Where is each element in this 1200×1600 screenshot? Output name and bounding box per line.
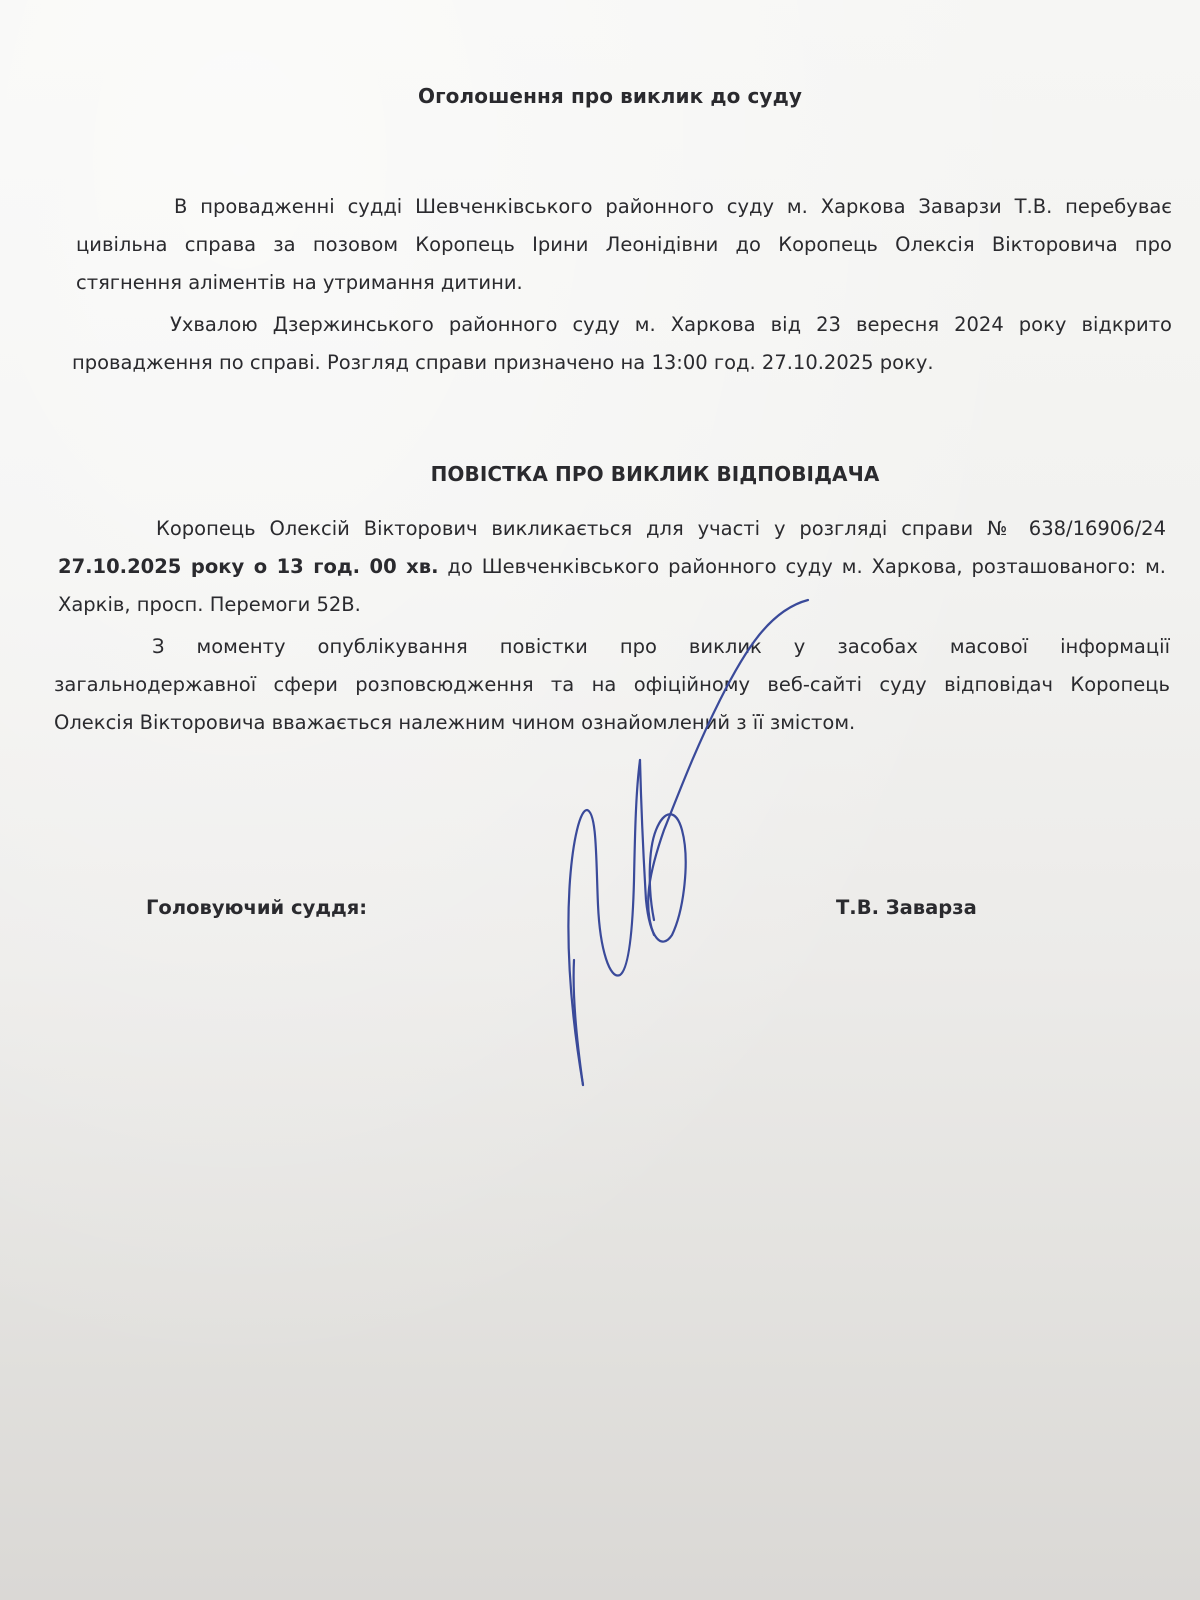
paragraph-line: цивільна справа за позовом Коропець Ірини Леонідівни до Коропець Олексія Вікторовича про: [76, 233, 1172, 256]
document-title: Оголошення про виклик до суду: [418, 84, 802, 108]
summons-title: ПОВІСТКА ПРО ВИКЛИК ВІДПОВІДАЧА: [430, 462, 880, 486]
paragraph-hearing-info: [72, 306, 1172, 382]
paragraph-summons: [58, 510, 1166, 624]
paragraph-line: стягнення аліментів на утримання дитини.: [76, 271, 523, 294]
paragraph-line: [58, 548, 1166, 586]
judge-name: Т.В. Заварза: [836, 896, 977, 919]
hearing-datetime: 27.10.2025 року о 13 год. 00 хв.: [58, 555, 439, 578]
paragraph-line: Коропець Олексій Вікторович викликається для участі у розгляді справи № 638/16906/24: [156, 517, 1166, 540]
paragraph-line-rest: до Шевченківського районного суду м. Харкова, розташованого: м.: [438, 555, 1166, 578]
paragraph-line: Олексія Вікторовича вважається належним чином ознайомлений з її змістом.: [54, 711, 856, 734]
paragraph-line: загальнодержавної сфери розповсюдження та на офіційному веб-сайті суду відповідач Коропець: [54, 673, 1170, 696]
paragraph-line: Ухвалою Дзержинського районного суду м. Харкова від 23 вересня 2024 року відкрито: [170, 313, 1172, 336]
paragraph-line: провадження по справі. Розгляд справи призначено на 13:00 год. 27.10.2025 року.: [72, 351, 934, 374]
presiding-judge-label: Головуючий суддя:: [146, 896, 368, 919]
paragraph-line: З моменту опублікування повістки про виклик у засобах масової інформації: [152, 635, 1170, 658]
paragraph-case-info: [76, 188, 1172, 302]
paragraph-publication-notice: [54, 628, 1170, 742]
paragraph-line: Харків, просп. Перемоги 52В.: [58, 593, 361, 616]
paragraph-line: В провадженні судді Шевченківського районного суду м. Харкова Заварзи Т.В. перебуває: [174, 195, 1172, 218]
